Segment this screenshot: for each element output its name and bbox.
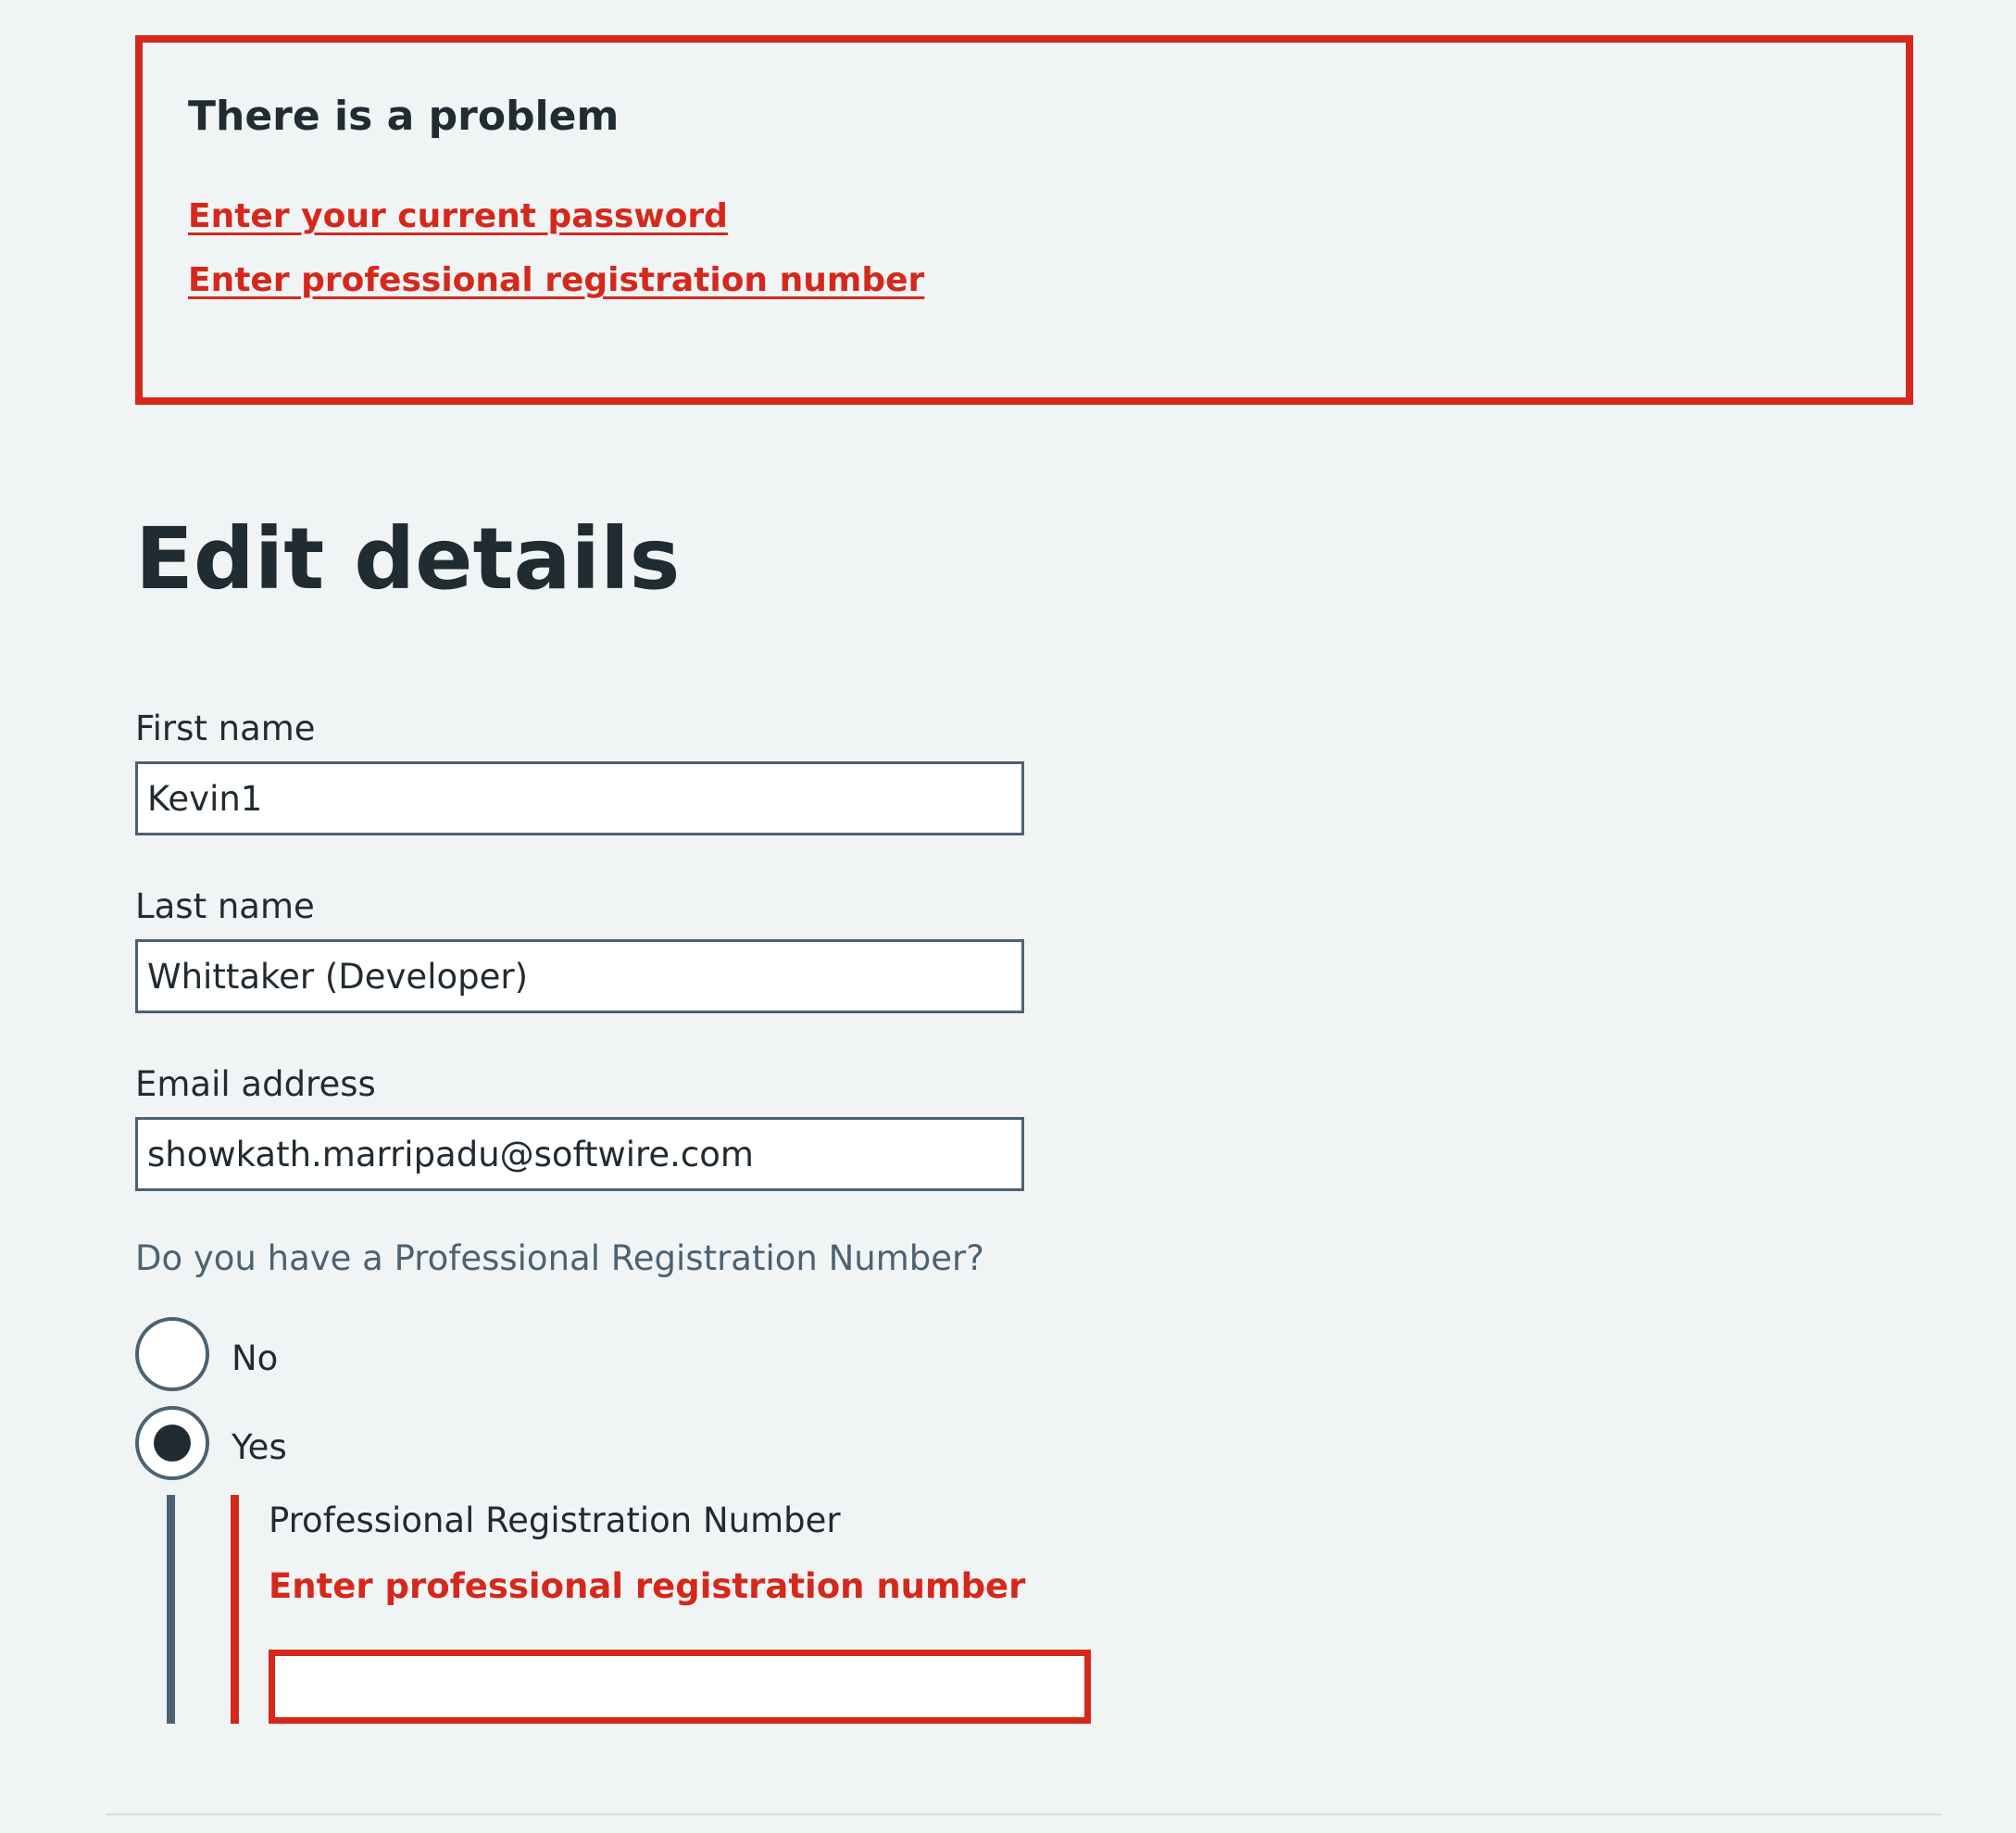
last-name-input[interactable]: [135, 939, 1024, 1013]
email-input[interactable]: [135, 1117, 1024, 1191]
error-link-registration-number[interactable]: Enter professional registration number: [188, 261, 925, 299]
first-name-input[interactable]: [135, 761, 1024, 835]
divider: [106, 1814, 1942, 1815]
error-link-current-password[interactable]: Enter your current password: [188, 197, 728, 235]
last-name-label: Last name: [135, 886, 315, 926]
error-summary-item: [188, 261, 925, 299]
error-summary-item: [188, 197, 924, 235]
error-summary: [135, 35, 1913, 405]
error-summary-list: [188, 197, 925, 328]
radio-yes-label[interactable]: Yes: [232, 1427, 287, 1467]
first-name-label: First name: [135, 709, 316, 748]
email-label: Email address: [135, 1064, 376, 1104]
prn-error-message: Enter professional registration number: [269, 1566, 1026, 1606]
radio-selected-dot: [154, 1425, 191, 1462]
conditional-reveal-bar: [167, 1495, 175, 1724]
field-error-bar: [231, 1495, 239, 1724]
prn-question-legend: Do you have a Professional Registration Number?: [135, 1238, 984, 1278]
radio-yes[interactable]: [135, 1406, 209, 1480]
page-title: Edit details: [135, 509, 681, 609]
error-summary-title: There is a problem: [188, 93, 620, 140]
prn-label: Professional Registration Number: [269, 1500, 841, 1540]
prn-input[interactable]: [269, 1650, 1091, 1724]
radio-no[interactable]: [135, 1317, 209, 1391]
radio-no-label[interactable]: No: [232, 1338, 279, 1378]
